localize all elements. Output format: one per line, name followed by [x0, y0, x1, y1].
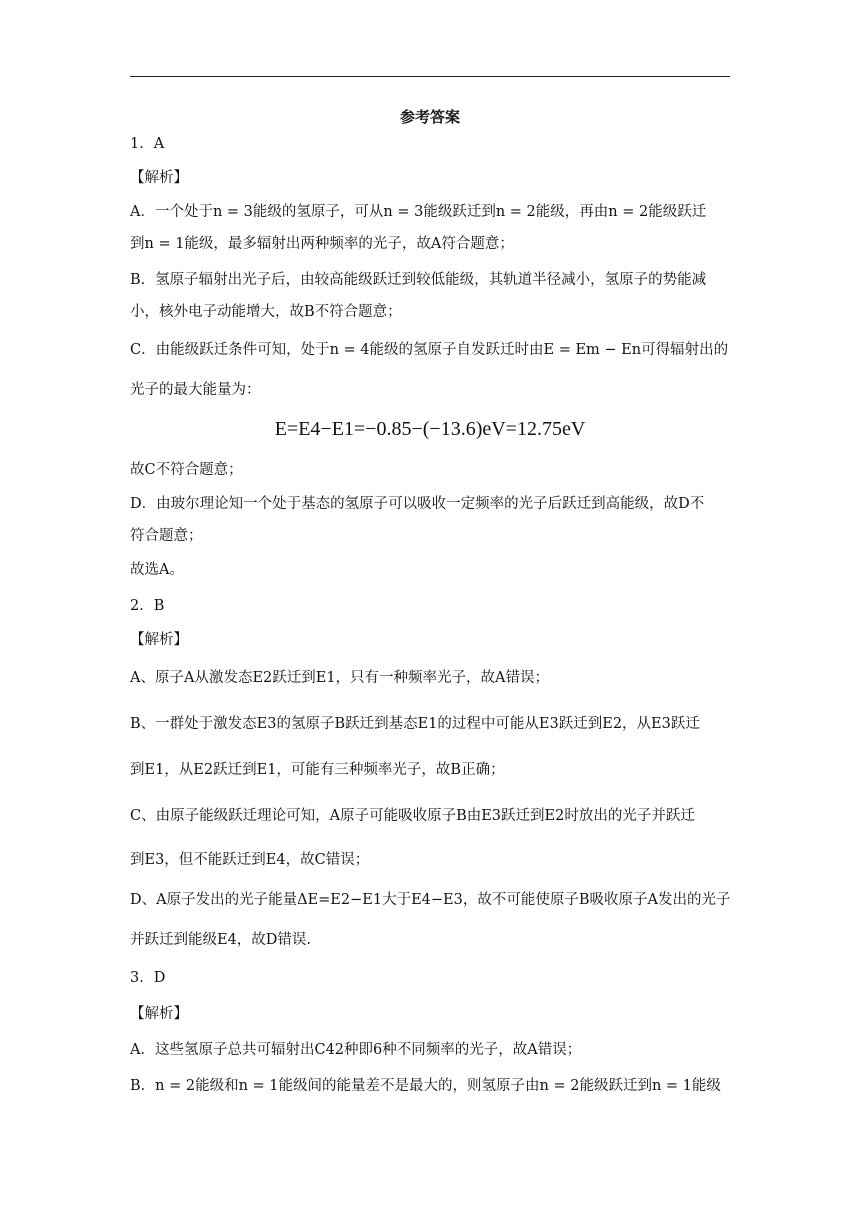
answer-1: 1．A: [130, 136, 165, 152]
q1-option-a-line1: A．一个处于n = 3能级的氢原子，可从n = 3能级跃迁到n = 2能级，再由n = 2能级跃迁: [130, 204, 707, 220]
analysis-heading-2: 【解析】: [130, 632, 188, 648]
q2-option-d-line1: D、A原子发出的光子能量ΔE=E2−E1大于E4−E3，故不可能使原子B吸收原子A发出的光子: [130, 892, 731, 908]
q2-option-c-line1: C、由原子能级跃迁理论可知，A原子可能吸收原子B由E3跃迁到E2时放出的光子并跃迁: [130, 808, 695, 824]
header-rule: [130, 76, 730, 77]
q2-option-b-line1: B、一群处于激发态E3的氢原子B跃迁到基态E1的过程中可能从E3跃迁到E2，从E3跃迁: [130, 716, 700, 732]
q3-option-a: A．这些氢原子总共可辐射出C42种即6种不同频率的光子，故A错误；: [130, 1042, 582, 1058]
q1-option-b-line2: 小，核外电子动能增大，故B不符合题意；: [130, 304, 402, 320]
q2-option-d-line2: 并跃迁到能级E4，故D错误.: [130, 932, 312, 948]
q1-option-b-line1: B．氢原子辐射出光子后，由较高能级跃迁到较低能级，其轨道半径减小，氢原子的势能减: [130, 272, 707, 288]
analysis-heading-1: 【解析】: [130, 170, 188, 186]
q1-energy-equation: E=E4−E1=−0.85−(−13.6)eV=12.75eV: [274, 418, 586, 440]
q2-option-a: A、原子A从激发态E2跃迁到E1，只有一种频率光子，故A错误；: [130, 670, 550, 686]
q2-option-c-line2: 到E3，但不能跃迁到E4，故C错误；: [130, 852, 370, 868]
analysis-heading-3: 【解析】: [130, 1006, 188, 1022]
q1-option-c-line3: 故C不符合题意；: [130, 462, 243, 478]
q1-option-c-line1: C．由能级跃迁条件可知，处于n = 4能级的氢原子自发跃迁时由E = Em − En可得辐射出的: [130, 342, 729, 358]
q1-option-d-line2: 符合题意；: [130, 528, 203, 544]
q1-conclusion: 故选A。: [130, 562, 184, 578]
answer-3: 3．D: [130, 970, 166, 986]
page-title: 参考答案: [399, 108, 460, 126]
q3-option-b: B．n = 2能级和n = 1能级间的能量差不是最大的，则氢原子由n = 2能级跃迁到n = 1能级: [130, 1078, 721, 1094]
q2-option-b-line2: 到E1，从E2跃迁到E1，可能有三种频率光子，故B正确；: [130, 762, 505, 778]
q1-option-c-line2: 光子的最大能量为：: [130, 382, 261, 398]
q1-option-d-line1: D．由玻尔理论知一个处于基态的氢原子可以吸收一定频率的光子后跃迁到高能级，故D不: [130, 496, 705, 512]
answer-2: 2．B: [130, 598, 165, 614]
q1-option-a-line2: 到n = 1能级，最多辐射出两种频率的光子，故A符合题意；: [130, 236, 514, 252]
